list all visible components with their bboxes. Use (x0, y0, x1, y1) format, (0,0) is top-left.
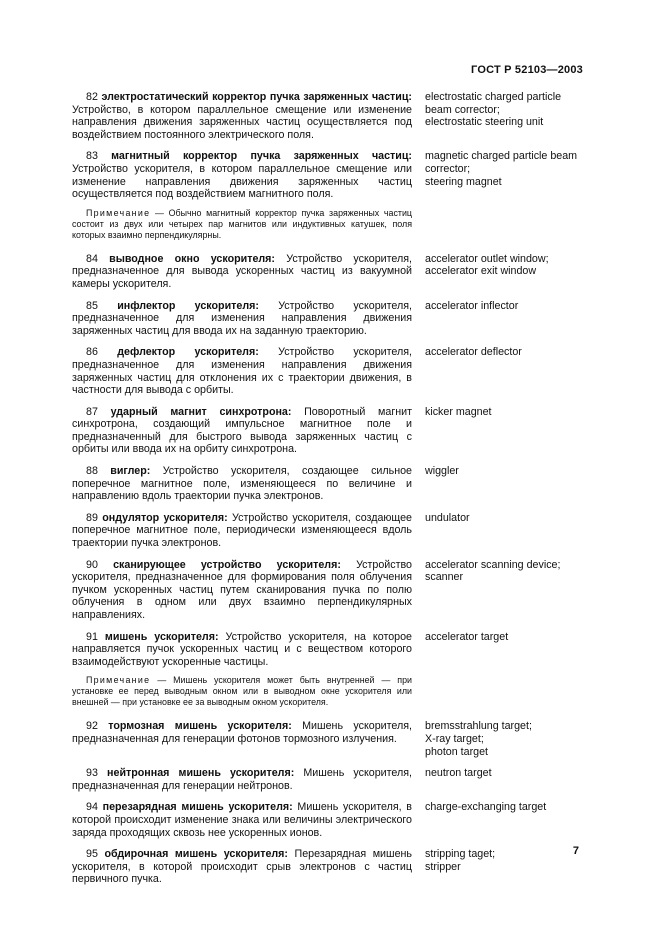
term-entry-87 (72, 406, 592, 456)
term-definition: 89 ондулятор ускорителя: Устройство ускорителя, создающее поперечное магнитное поле, периодически изменяющееся вдоль траектории пучка электронов. (72, 511, 412, 550)
term-name: перезарядная мишень ускорителя: (102, 801, 293, 814)
term-definition: 91 мишень ускорителя: Устройство ускорителя, на которое направляется пучок ускоренных частиц и с веществом которого взаимодействуют ускоренные частицы. (72, 630, 412, 668)
term-definition: 92 тормозная мишень ускорителя: Мишень ускорителя, предназначенная для генерации фотонов тормозного излучения. (72, 720, 412, 745)
english-equivalents: accelerator deflector (425, 346, 522, 359)
term-entry-92 (72, 720, 592, 758)
term-name: обдирочная мишень ускорителя: (104, 848, 288, 861)
term-entry-85 (72, 300, 592, 338)
english-equivalents: accelerator scanning device; scanner (425, 558, 561, 584)
term-entry-86 (72, 346, 592, 396)
term-name: выводное окно ускорителя: (109, 252, 275, 265)
english-equivalents: wiggler (425, 465, 459, 478)
note-83: Примечание — Обычно магнитный корректор пучка заряженных частиц состоит из двух или четырех пар магнитов или индуктивных катушек, поля которых взаимно перпендикулярны. (72, 207, 412, 240)
term-definition: 85 инфлектор ускорителя: Устройство ускорителя, предназначенное для изменения направления движения заряженных частиц для ввода их на заданную траекторию. (72, 299, 412, 337)
term-definition: 86 дефлектор ускорителя: Устройство ускорителя, предназначенное для изменения направления движения заряженных частиц для отклонения их с траектории движения, в частности для вывода с орбиты. (72, 346, 412, 397)
english-equivalents: accelerator target (425, 630, 509, 643)
english-equivalents: charge-exchanging target (425, 801, 547, 814)
term-name: нейтронная мишень ускорителя: (107, 767, 295, 780)
term-definition: 87 ударный магнит синхротрона: Поворотный магнит синхротрона, создающий импульсное магнитное поле и предназначенный для быстрого вывода заряженных частиц с орбиты или ввода их на орбиту синхротрона. (72, 405, 412, 456)
term-definition: 93 нейтронная мишень ускорителя: Мишень ускорителя, предназначенная для генерации нейтронов. (72, 767, 412, 792)
term-entry-91 (72, 631, 592, 669)
term-entry-93 (72, 767, 592, 792)
term-name: сканирующее устройство ускорителя: (113, 558, 341, 571)
term-definition: 84 выводное окно ускорителя: Устройство ускорителя, предназначенное для вывода ускоренных частиц из вакуумной камеры ускорителя. (72, 252, 412, 290)
term-entry-88 (72, 465, 592, 503)
english-equivalents: stripping taget; stripper (425, 848, 496, 873)
page-number: 7 (572, 845, 579, 857)
term-definition: 95 обдирочная мишень ускорителя: Перезарядная мишень ускорителя, в которой происходит срыв электронов с частиц первичного пучка. (72, 848, 412, 886)
term-name: тормозная мишень ускорителя: (108, 720, 292, 733)
document-header: ГОСТ Р 52103—2003 (471, 64, 583, 76)
term-name: инфлектор ускорителя: (117, 299, 259, 312)
english-equivalents: kicker magnet (425, 405, 492, 418)
term-name: ондулятор ускорителя: (102, 511, 228, 524)
term-entry-82 (72, 91, 592, 141)
term-name: электростатический корректор пучка заряженных частиц: (101, 91, 412, 103)
term-entry-89 (72, 512, 592, 550)
term-name: магнитный корректор пучка заряженных частиц: (111, 150, 412, 163)
english-equivalents: undulator (425, 511, 470, 524)
english-equivalents: magnetic charged particle beam corrector; steering magnet (425, 150, 578, 188)
term-definition: 94 перезарядная мишень ускорителя: Мишень ускорителя, в которой происходит изменение знака или величины электрического заряда проходящих сквозь нее ускоренных ионов. (72, 801, 412, 839)
english-equivalents: neutron target (425, 767, 492, 780)
english-equivalents: accelerator inflector (425, 299, 519, 312)
term-definition: 90 сканирующее устройство ускорителя: Устройство ускорителя, предназначенное для формирования поля облучения пучком ускоренных частиц путем сканирования пучка по полю облучения в одном или двух взаимно перпендикулярных направлениях. (72, 558, 412, 621)
english-equivalents: accelerator outlet window; accelerator exit window (425, 252, 549, 278)
term-entry-94 (72, 801, 592, 839)
term-name: ударный магнит синхротрона: (110, 405, 292, 418)
terms-list (72, 91, 592, 895)
term-entry-90 (72, 559, 592, 622)
english-equivalents: electrostatic charged particle beam corrector; electrostatic steering unit (425, 91, 562, 129)
term-entry-95 (72, 848, 592, 886)
term-name: дефлектор ускорителя: (117, 346, 259, 359)
term-name: мишень ускорителя: (104, 630, 219, 643)
term-name: виглер: (110, 465, 151, 478)
term-entry-83 (72, 150, 592, 200)
term-definition: 83 магнитный корректор пучка заряженных частиц: Устройство ускорителя, в котором параллельное смещение или изменение направления движения заряженных частиц осуществляется под воздействием магнитного поля. (72, 150, 412, 201)
term-definition: 82 электростатический корректор пучка заряженных частиц: Устройство, в котором параллельное смещение или изменение направления движения заряженных частиц осуществляется под воздействием постоянного электрического поля. (72, 91, 412, 141)
term-definition: 88 виглер: Устройство ускорителя, создающее сильное поперечное магнитное поле, изменяющееся по величине и направлению вдоль траектории пучка электронов. (72, 465, 412, 503)
term-entry-84 (72, 253, 592, 291)
note-91: Примечание — Мишень ускорителя может быть внутренней — при установке ее перед выводным окном или в выводном окне ускорителя или внешней — при установке ее за выводным окном ускорителя. (72, 675, 412, 708)
english-equivalents: bremsstrahlung target; X-ray target; photon target (425, 720, 532, 758)
